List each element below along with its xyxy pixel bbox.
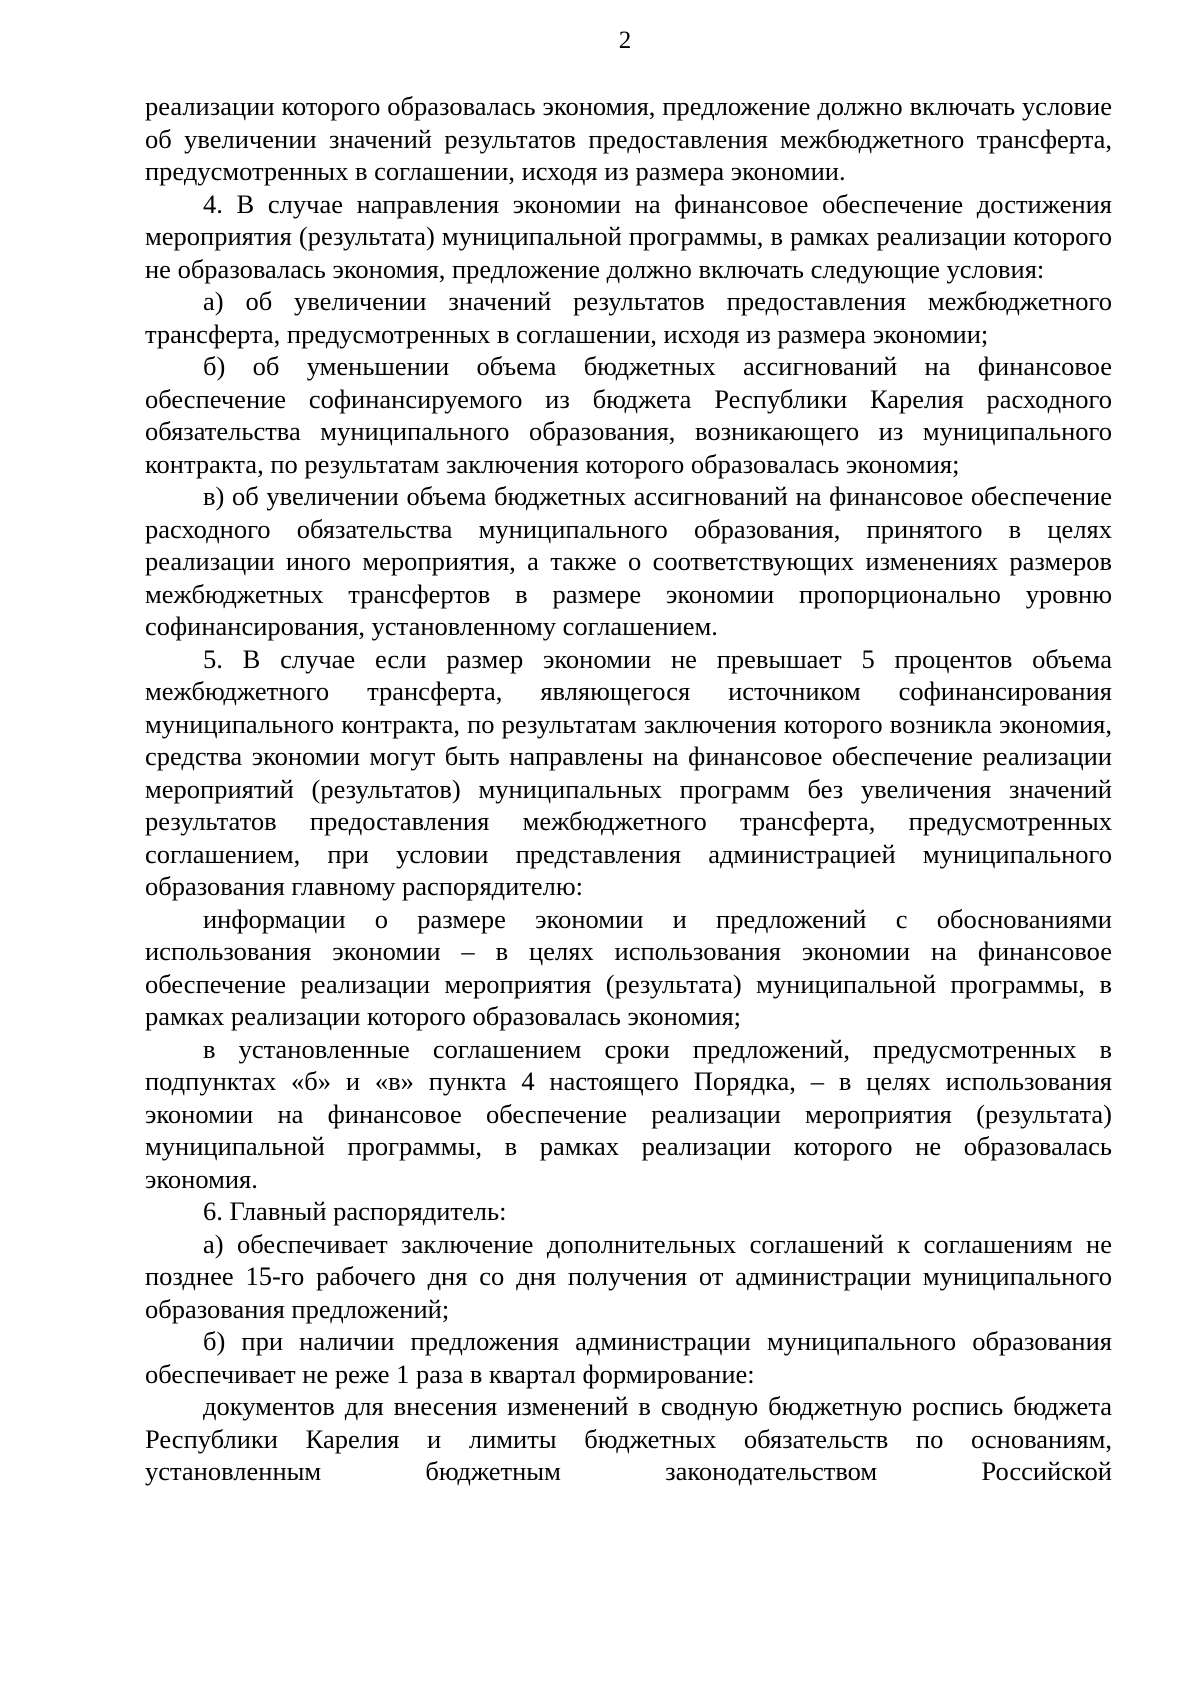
paragraph-item-4v: в) об увеличении объема бюджетных ассигнований на финансовое обеспечение расходного обязательства муниципального образования, принятого в целях реализации иного мероприятия, а также о соответствующих изменениях размеров межбюджетных трансфертов в размере экономии пропорционально уровню софинансирования, установленному соглашением. (145, 481, 1112, 641)
paragraph-item-5: 5. В случае если размер экономии не превышает 5 процентов объема межбюджетного трансферта, являющегося источником софинансирования муниципального контракта, по результатам заключения которого возникла экономия, средства экономии могут быть направлены на финансовое обеспечение реализации мероприятий (результатов) муниципальных программ без увеличения значений результатов предоставления межбюджетного трансферта, предусмотренных соглашением, при условии представления администрацией муниципального образования главному распорядителю: (145, 643, 1112, 901)
paragraph-item-4: 4. В случае направления экономии на финансовое обеспечение достижения мероприятия (результата) муниципальной программы, в рамках реализации которого не образовалась экономия, предложение должно включать следующие условия: (145, 188, 1112, 284)
paragraph-item-5-info: информации о размере экономии и предложений с обоснованиями использования экономии – в целях использования экономии на финансовое обеспечение реализации мероприятия (результата) муниципальной программы, в рамках реализации которого образовалась экономия; (145, 903, 1112, 1031)
paragraph-item-6a: а) обеспечивает заключение дополнительных соглашений к соглашениям не позднее 15-го рабочего дня со дня получения от администрации муниципального образования предложений; (145, 1228, 1112, 1324)
paragraph-item-6b: б) при наличии предложения администрации муниципального образования обеспечивает не реже 1 раза в квартал формирование: (145, 1326, 1112, 1389)
paragraph-item-6: 6. Главный распорядитель: (203, 1196, 507, 1226)
page-number: 2 (618, 27, 632, 54)
paragraph-item-4a: а) об увеличении значений результатов предоставления межбюджетного трансферта, предусмотренных в соглашении, исходя из размера экономии; (145, 286, 1112, 349)
document-body (145, 90, 1112, 1488)
paragraph-continuation: реализации которого образовалась экономия, предложение должно включать условие об увеличении значений результатов предоставления межбюджетного трансферта, предусмотренных в соглашении, исходя из размера экономии. (145, 91, 1112, 186)
paragraph-item-5-proposals: в установленные соглашением сроки предложений, предусмотренных в подпунктах «б» и «в» пункта 4 настоящего Порядка, – в целях использования экономии на финансовое обеспечение реализации мероприятия (результата) муниципальной программы, в рамках реализации которого не образовалась экономия. (145, 1033, 1112, 1194)
paragraph-item-4b: б) об уменьшении объема бюджетных ассигнований на финансовое обеспечение софинансируемого из бюджета Республики Карелия расходного обязательства муниципального образования, возникающего из муниципального контракта, по результатам заключения которого образовалась экономия; (145, 351, 1112, 479)
paragraph-item-6b-documents: документов для внесения изменений в сводную бюджетную роспись бюджета Республики Карелия и лимиты бюджетных обязательств по основаниям, установленным бюджетным законодательством Российской (145, 1391, 1112, 1486)
